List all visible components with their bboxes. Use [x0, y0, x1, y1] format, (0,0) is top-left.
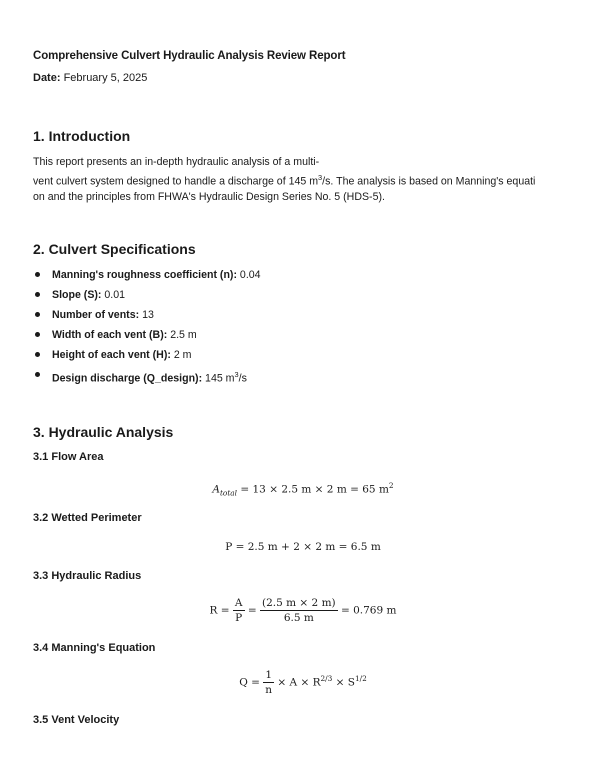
hydraulic-radius-equation: R = $\frac{A}{P}$ = $\frac{(2.5 m \times 2 m)}{6.5 m}$ = 0.769 m — [209, 597, 397, 624]
date-value: February 5, 2025 — [60, 72, 148, 84]
intro-line-1: This report presents an in-depth hydraulic analysis of a multi- — [33, 156, 320, 168]
flow-area-equation: $A_{total} = 13 \times 2.5$ m × 2 m = 65 $m^2$ — [212, 481, 394, 498]
wetted-perimeter-equation: P = 2.5 m + 2 × 2 m = 6.5 m — [225, 541, 381, 553]
report-title: Comprehensive Culvert Hydraulic Analysis Review Report — [33, 50, 346, 62]
cubic-superscript: 3 — [318, 173, 323, 182]
spec-item: Slope (S): 0.01 — [33, 288, 261, 308]
spec-item: Height of each vent (H): 2 m — [33, 348, 261, 368]
intro-line-2: vent culvert system designed to handle a discharge of 145 $m^3/s$. The analysis is based on Manning's equati — [33, 173, 536, 188]
spec-item: Width of each vent (B): 2.5 m — [33, 328, 261, 348]
hydraulic-radius-heading: 3.3 Hydraulic Radius — [33, 570, 142, 582]
intro-paragraph — [33, 155, 573, 205]
fraction-a-over-p: $\frac{A}{P}$ — [234, 597, 243, 624]
spec-item: Design discharge (Q_design): 145 $m^3/s$ — [33, 368, 261, 388]
specs-list — [33, 268, 261, 388]
spec-item: Number of vents: 13 — [33, 308, 261, 328]
flow-area-heading: 3.1 Flow Area — [33, 451, 104, 463]
date-label: Date: — [33, 72, 61, 84]
analysis-heading: 3. Hydraulic Analysis — [33, 424, 174, 440]
spec-item: Manning's roughness coefficient (n): 0.04 — [33, 268, 261, 288]
wetted-perimeter-heading: 3.2 Wetted Perimeter — [33, 512, 142, 524]
intro-line-3: on and the principles from FHWA's Hydraulic Design Series No. 5 (HDS-5). — [33, 190, 385, 203]
fraction-area-over-perimeter: $\frac{(2.5 m \times 2 m)}{6.5 m}$ — [262, 597, 336, 624]
specs-heading: 2. Culvert Specifications — [33, 241, 196, 257]
report-date — [33, 72, 147, 84]
fraction-one-over-n: $\frac{1}{n}$ — [265, 669, 273, 696]
mannings-equation: Q = $\frac{1}{n}$ × $A \times R^{2/3} \times S^{1/2}$ — [239, 669, 367, 696]
mannings-equation-heading: 3.4 Manning's Equation — [33, 642, 156, 654]
intro-heading: 1. Introduction — [33, 128, 131, 144]
vent-velocity-heading: 3.5 Vent Velocity — [33, 714, 120, 726]
